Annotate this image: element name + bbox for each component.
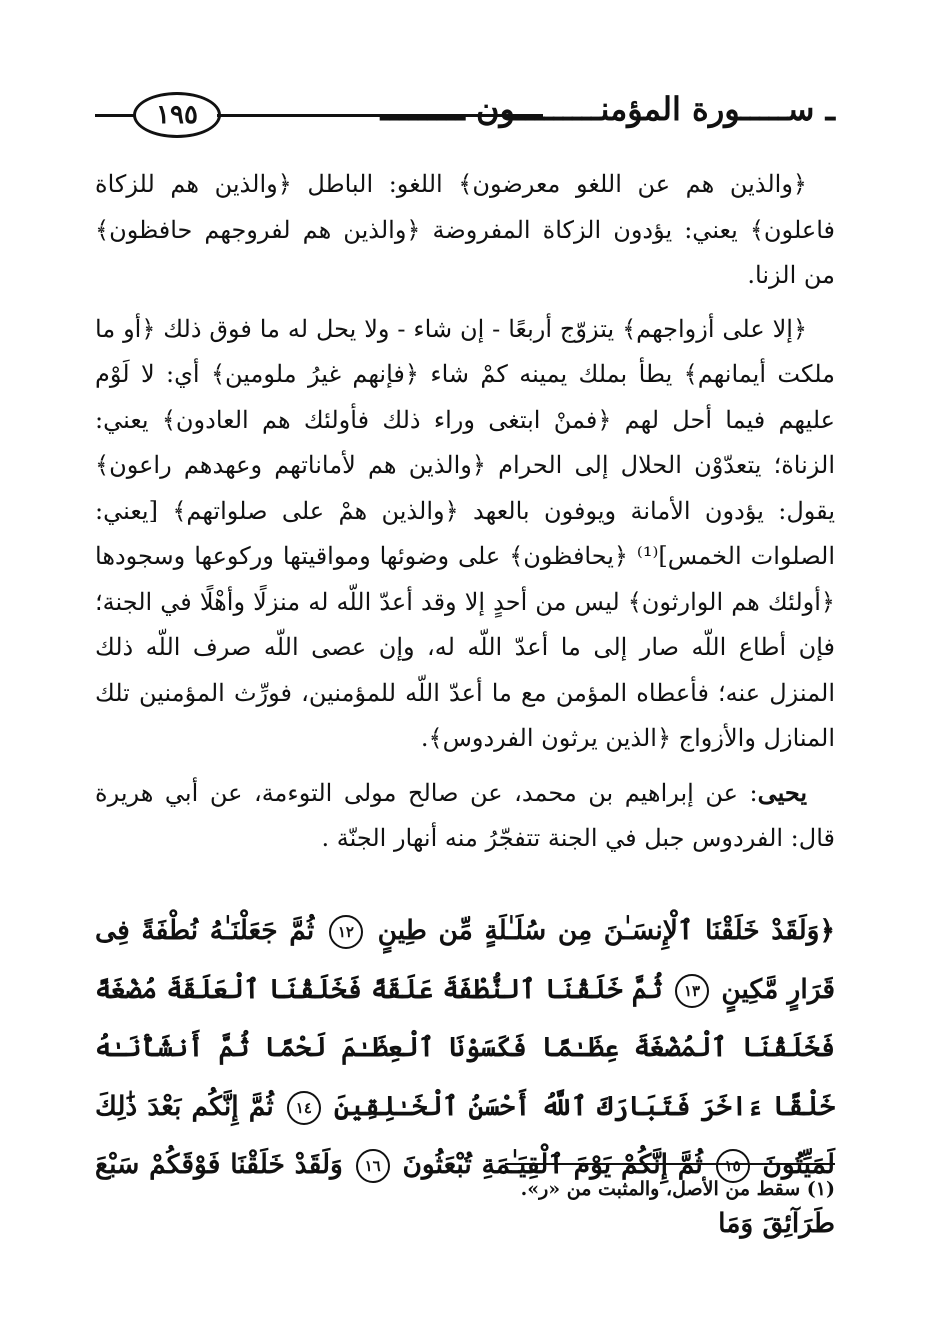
verse-segment-5: ثُمَّ إِنَّكُمْ يَوْمَ ٱلْقِيَـٰمَةِ تُبْعَثُونَ: [402, 1149, 703, 1180]
surah-title: ـ ســـــورة المؤمنـــــــــون ـــــــــ: [380, 90, 835, 128]
paragraph-1: ﴿والذين هم عن اللغو معرضون﴾ اللغو: الباطل ﴿والذين هم للزكاة فاعلون﴾ يعني: يؤدون الزكاة المفروضة ﴿والذين هم لفروجهم حافظون﴾ من الزنا.: [95, 170, 835, 289]
header-rule-left: [95, 114, 135, 117]
ayah-number-13: ١٣: [675, 974, 709, 1008]
narrator-name: يحيى: [757, 777, 807, 807]
verse-segment-1: ﴿وَلَقَدْ خَلَقْنَا ٱلْإِنسَـٰنَ مِن سُلَـٰلَةٍ مِّن طِينٍ: [377, 915, 836, 946]
footnote: (١) سقط من الأصل، والمثبت من «ر».: [520, 1178, 835, 1200]
ayah-number-12: ١٢: [329, 915, 363, 949]
paragraph-3-text: : عن إبراهيم بن محمد، عن صالح مولى التوءمة، عن أبي هريرة قال: الفردوس جبل في الجنة تتفجّرُ منه أنهار الجنّة .: [95, 778, 835, 852]
verse-segment-6: وَلَقَدْ خَلَقْنَا فَوْقَكُمْ سَبْعَ طَرَآئِقَ وَمَا: [95, 1149, 835, 1239]
footnote-separator: [505, 1163, 835, 1165]
paragraph-3: [95, 770, 835, 862]
page-header: [95, 78, 835, 148]
verse-segment-2: ثُمَّ جَعَلْنَـٰهُ نُطْفَةً فِى قَرَارٍ مَّكِينٍ: [95, 915, 835, 1005]
ayah-number-16: ١٦: [356, 1149, 390, 1183]
verse-segment-3: ثُمَّ خَلَقْنَا ٱلنُّطْفَةَ عَلَقَةً فَخَلَقْنَا ٱلْعَلَقَةَ مُضْغَةً فَخَلَقْنَا ٱلْمُضْغَةَ عِظَـٰمًا فَكَسَوْنَا ٱلْعِظَـٰمَ لَحْمًا ثُمَّ أَنشَأْنَـٰهُ خَلْقًا ءَاخَرَ فَتَبَارَكَ ٱللَّهُ أَحْسَنُ ٱلْخَـٰلِقِينَ: [95, 973, 835, 1122]
verse-segment-4: ثُمَّ إِنَّكُم بَعْدَ ذَٰلِكَ لَمَيِّتُونَ: [95, 1090, 835, 1180]
commentary-text: [95, 162, 835, 870]
page-number: ١٩٥: [133, 92, 221, 138]
quran-verses: [95, 902, 835, 1253]
paragraph-2: ﴿إلا على أزواجهم﴾ يتزوّج أربعًا - إن شاء - ولا يحل له ما فوق ذلك ﴿أو ما ملكت أيمانهم﴾ يطأ بملك يمينه كمْ شاء ﴿فإنهم غيرُ ملومين﴾ أي: لا لَوْم عليهم فيما أحل لهم ﴿فمنْ ابتغى وراء ذلك فأولئك هم العادون﴾ يعني: الزناة؛ يتعدّوْن الحلال إلى الحرام ﴿والذين هم لأماناتهم وعهدهم راعون﴾ يقول: يؤدون الأمانة ويوفون بالعهد ﴿والذين همْ على صلواتهم﴾ [يعني: الصلوات الخمس]⁽¹⁾ ﴿يحافظون﴾ على وضوئها ومواقيتها وركوعها وسجودها ﴿أولئك هم الوارثون﴾ ليس من أحدٍ إلا وقد أعدّ اللّه له منزلًا وأهْلًا في الجنة؛ فإن أطاع اللّه صار إلى ما أعدّ اللّه له، وإن عصى اللّه صرف اللّه ذلك المنزل عنه؛ فأعطاه المؤمن مع ما أعدّ اللّه للمؤمنين، فورِّث المؤمنين تلك المنازل والأزواج ﴿الذين يرثون الفردوس﴾.: [95, 314, 836, 752]
ayah-number-14: ١٤: [287, 1091, 321, 1125]
ayah-number-15: ١٥: [716, 1149, 750, 1183]
